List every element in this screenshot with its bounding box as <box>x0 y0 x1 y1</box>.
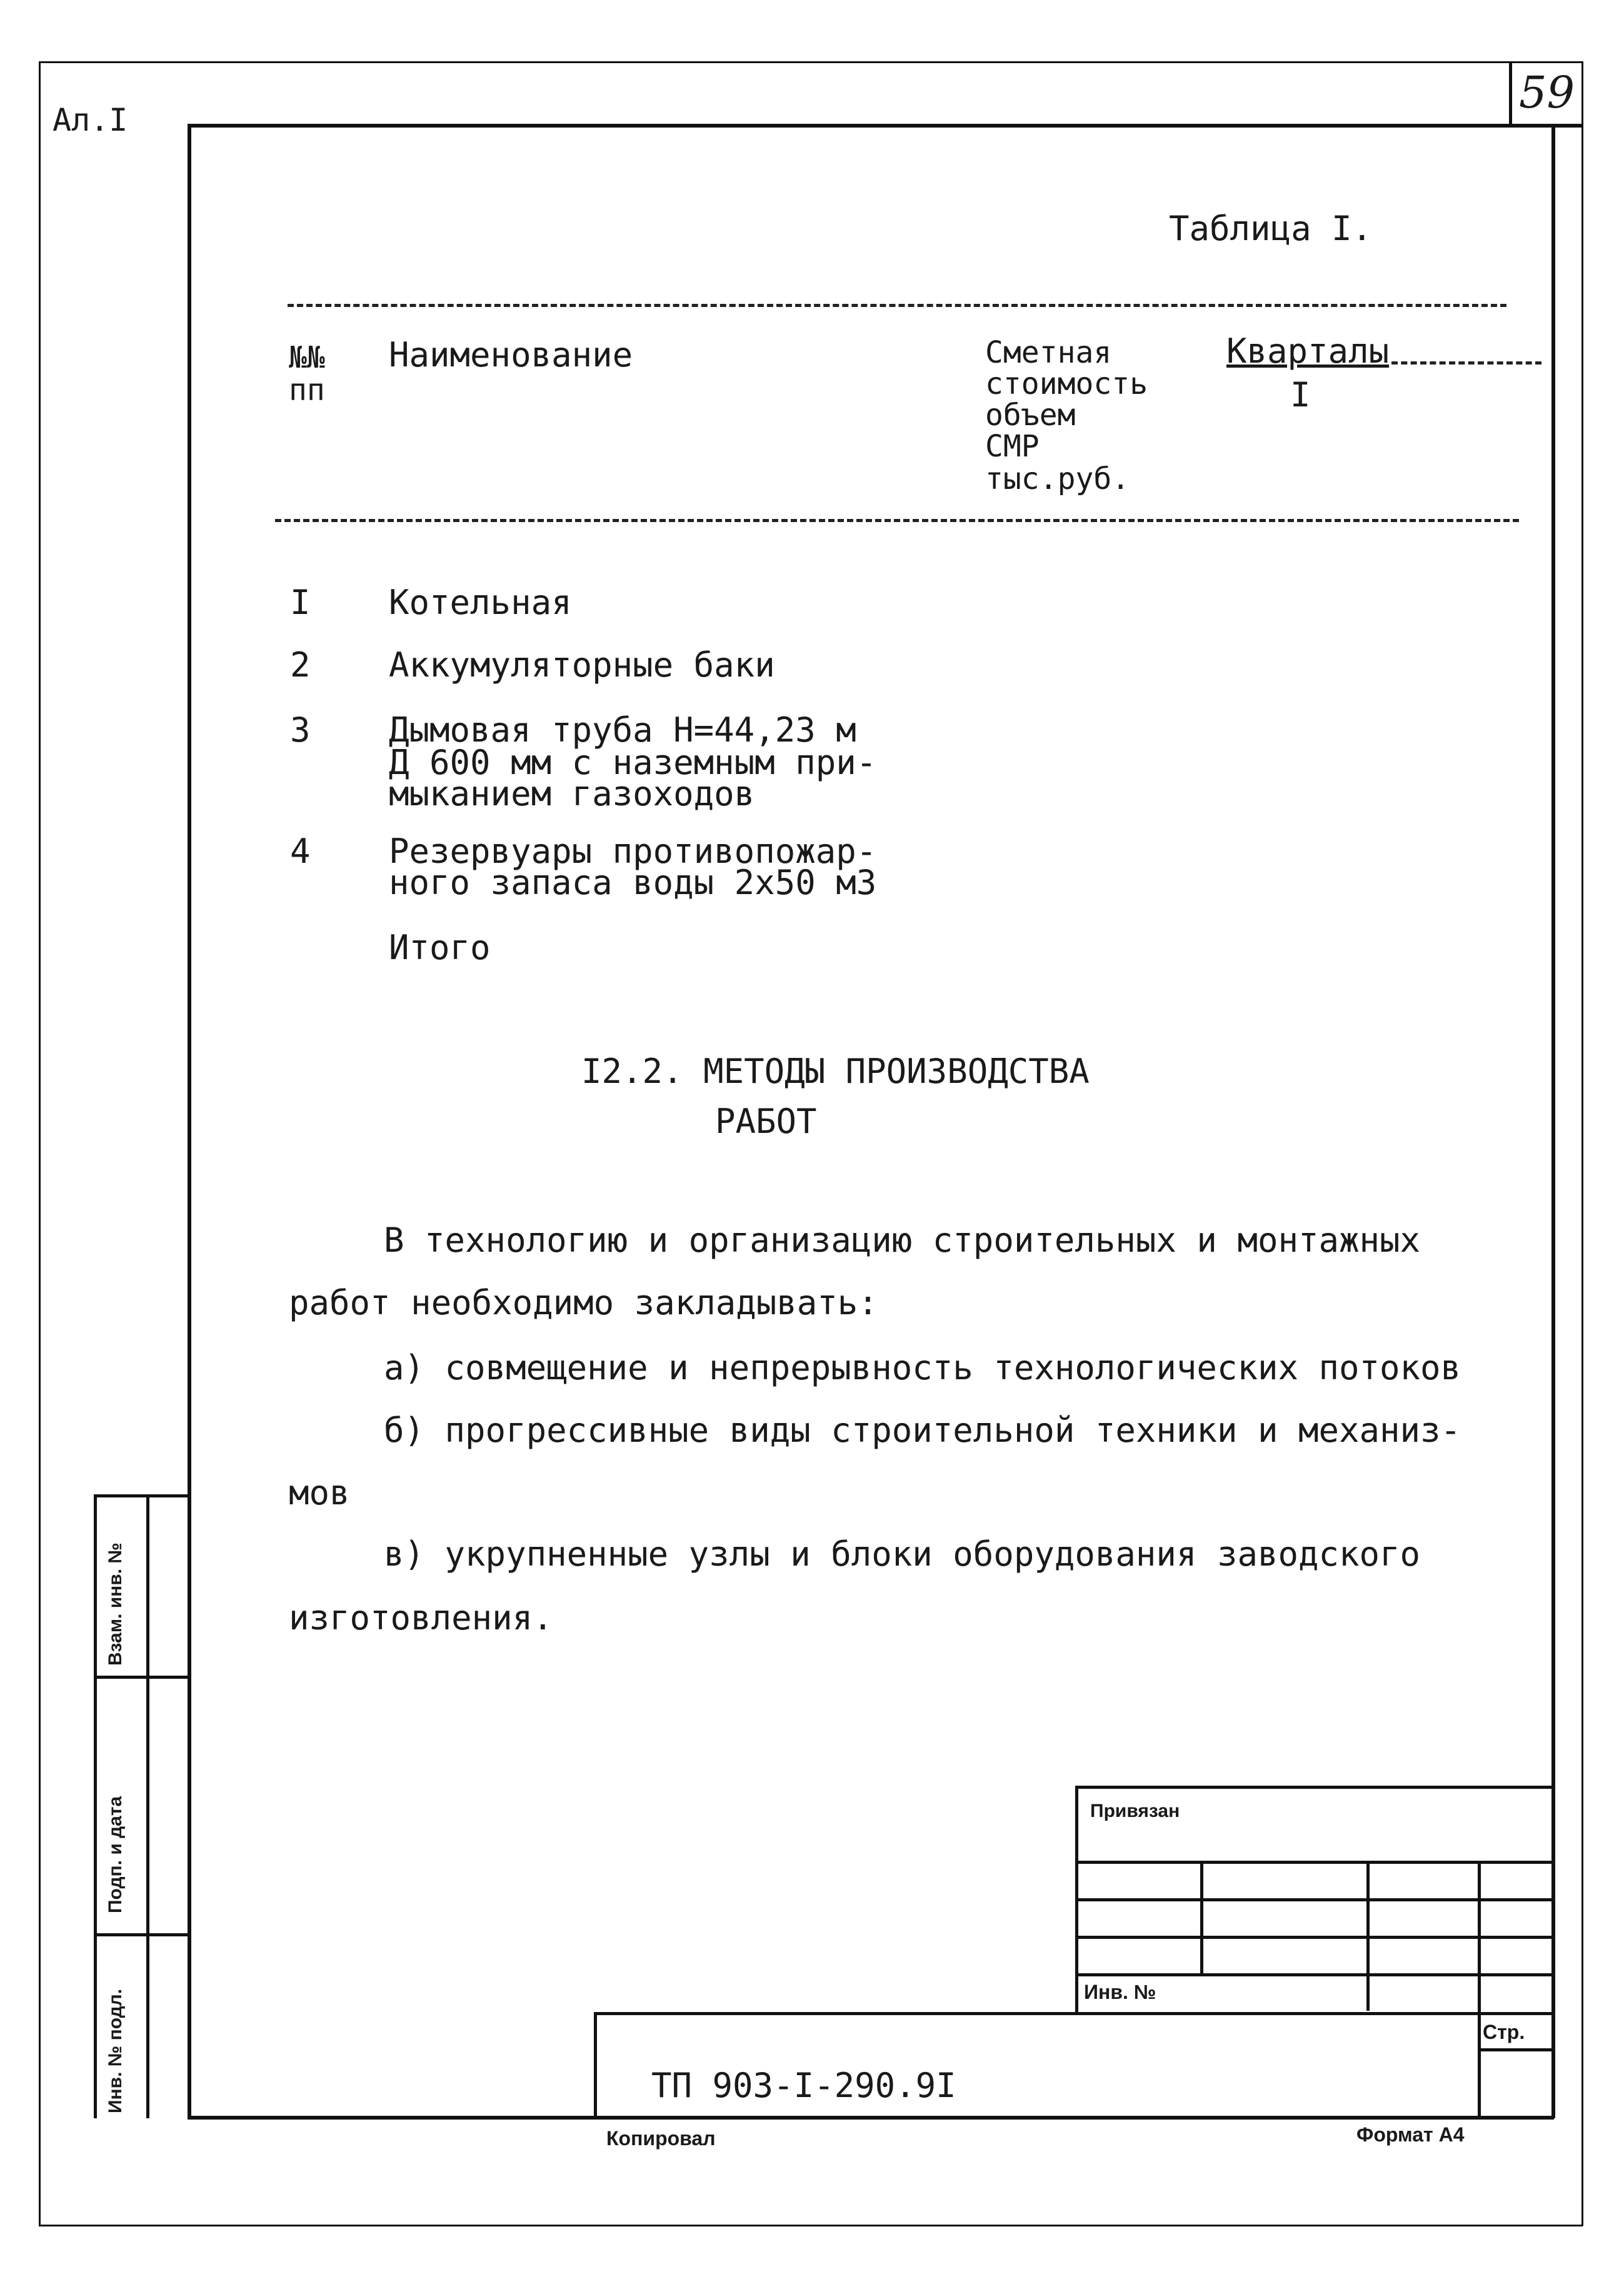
frame-bottom-border <box>188 2116 1554 2120</box>
header-quarters: Кварталы <box>1226 331 1390 371</box>
header-cost-line2: стоимость <box>985 366 1148 401</box>
titleblock-row1 <box>1075 1861 1554 1864</box>
section-heading-line1: I2.2. МЕТОДЫ ПРОИЗВОДСТВА <box>581 1052 1090 1091</box>
row-2-name: Аккумуляторные баки <box>389 645 775 685</box>
body-line-1: В технологию и организацию строительных и монтажных <box>384 1220 1421 1260</box>
titleblock-row2 <box>1075 1898 1554 1901</box>
row-3-num: 3 <box>290 710 311 750</box>
table-header-rule <box>275 519 1519 522</box>
footer-format: Формат А4 <box>1356 2123 1465 2146</box>
row-1-name: Котельная <box>389 583 572 622</box>
stamp-left <box>594 2012 597 2118</box>
header-cost-line1: Сметная <box>985 335 1112 370</box>
side-stamp-vzam: Взам. инв. № <box>105 1542 126 1666</box>
header-num-line2: пп <box>289 373 325 408</box>
header-quarter-1: I <box>1290 375 1311 415</box>
body-line-6: в) укрупненные узлы и блоки оборудования заводского <box>384 1534 1421 1574</box>
header-name: Наименование <box>389 335 633 375</box>
stamp-page-label: Стр. <box>1483 2021 1525 2043</box>
body-line-5: мов <box>289 1473 350 1512</box>
row-3-name-line3: мыканием газоходов <box>389 774 755 813</box>
titleblock-privyazan: Привязан <box>1090 1801 1180 1821</box>
corner-label: Ал.I <box>53 102 128 138</box>
header-cost-line5: тыс.руб. <box>985 461 1130 496</box>
header-cost-line4: СМР <box>985 429 1040 464</box>
row-4-name-line2: ного запаса воды 2х50 м3 <box>389 863 877 902</box>
header-cost-line3: объем <box>985 398 1076 433</box>
table-caption: Таблица I. <box>1169 209 1373 248</box>
titleblock-col1 <box>1200 1861 1203 1973</box>
titleblock-col3 <box>1478 1861 1481 2117</box>
stamp-page-divider <box>1478 2048 1554 2051</box>
side-stamp-top <box>94 1494 188 1497</box>
frame-right-border <box>1551 124 1555 2118</box>
frame-top-border <box>188 124 1583 128</box>
row-2-num: 2 <box>290 645 311 685</box>
titleblock-top <box>1075 1786 1554 1789</box>
body-line-2: работ необходимо закладывать: <box>289 1283 878 1322</box>
side-stamp-podp-data: Подп. и дата <box>105 1796 126 1913</box>
stamp-top <box>594 2012 1554 2015</box>
side-stamp-inv-podl: Инв. № подл. <box>105 1988 126 2113</box>
body-line-4: б) прогрессивные виды строительной техники и механиз- <box>384 1411 1461 1450</box>
side-stamp-left-border <box>94 1494 97 2118</box>
header-num-line1: №№ <box>289 340 325 375</box>
side-stamp-row1 <box>94 1676 188 1679</box>
titleblock-inv-no: Инв. № <box>1084 1981 1156 2003</box>
table-top-rule <box>288 304 1506 307</box>
row-3-name-line1: Дымовая труба Н=44,23 м <box>389 710 856 750</box>
stamp-doc-code: ТП 903-I-290.9I <box>651 2066 956 2105</box>
total-label: Итого <box>389 928 491 967</box>
page-number-box-left <box>1509 61 1512 125</box>
section-heading-line2: РАБОТ <box>715 1102 817 1141</box>
sheet-right-border <box>1581 61 1583 2226</box>
sheet-left-border <box>39 61 41 2226</box>
sheet-top-border <box>39 61 1583 63</box>
row-4-num: 4 <box>290 832 311 871</box>
page-number: 59 <box>1519 67 1575 118</box>
titleblock-col2 <box>1366 1861 1370 2011</box>
sheet-bottom-border <box>39 2225 1583 2226</box>
side-stamp-row2 <box>94 1933 188 1936</box>
body-line-7: изготовления. <box>289 1598 553 1638</box>
titleblock-row4 <box>1075 1973 1554 1976</box>
titleblock-row3 <box>1075 1936 1554 1939</box>
row-3-name-line2: Д 600 мм с наземным при- <box>389 743 877 782</box>
header-quarters-rule <box>1391 361 1541 365</box>
side-stamp-divider <box>146 1494 149 2118</box>
row-1-num: I <box>290 583 311 622</box>
frame-left-border <box>188 124 191 2118</box>
row-4-name-line1: Резервуары противопожар- <box>389 832 877 871</box>
body-line-3: а) совмещение и непрерывность технологических потоков <box>384 1348 1461 1387</box>
footer-copied: Копировал <box>606 2127 716 2150</box>
